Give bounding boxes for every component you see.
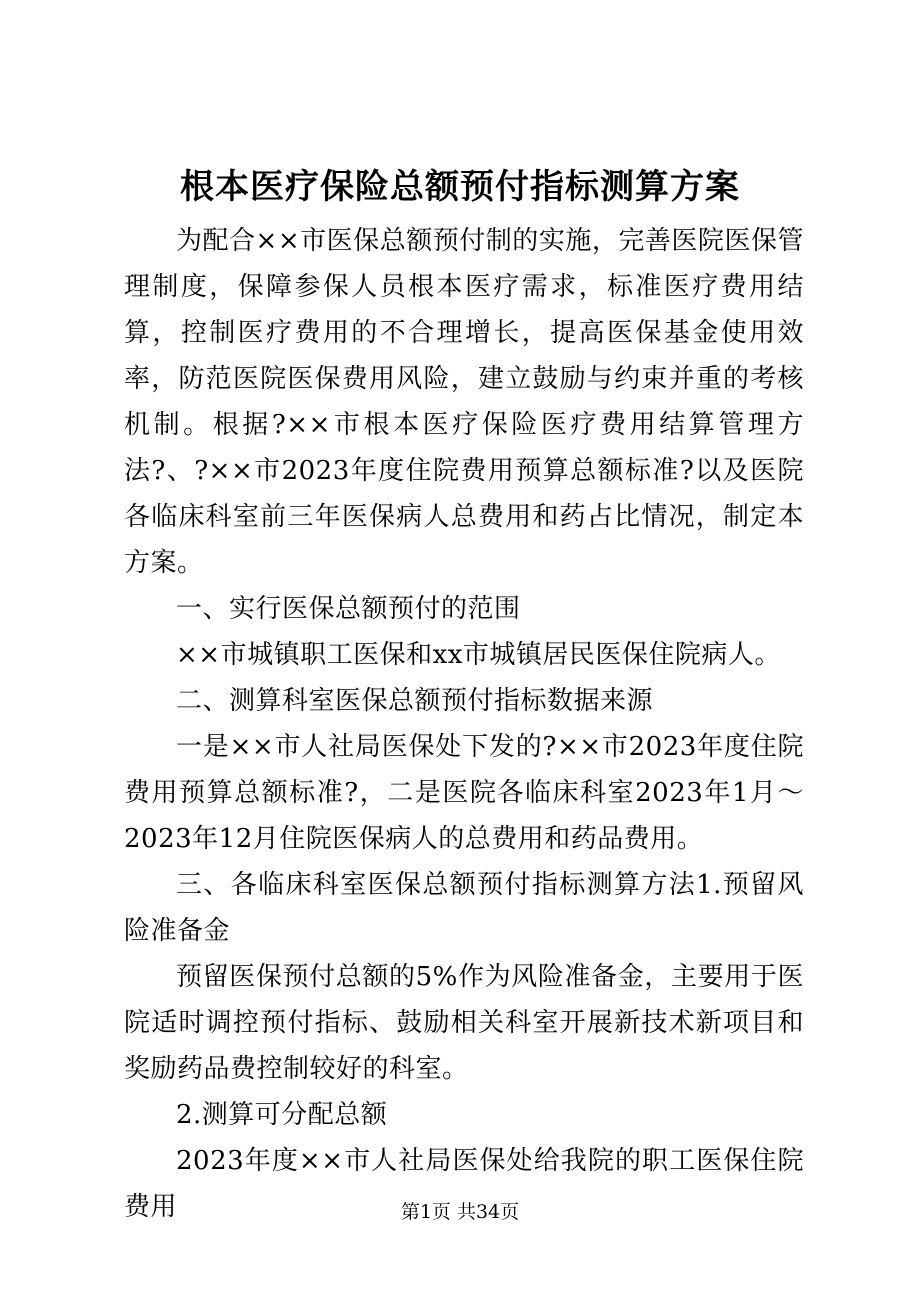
paragraph-risk-reserve: 预留医保预付总额的5%作为风险准备金，主要用于医院适时调控预付指标、鼓励相关科室开展新技术新项目和奖励药品费控制较好的科室。	[124, 962, 804, 1084]
paragraph-intro: 为配合××市医保总额预付制的实施，完善医院医保管理制度，保障参保人员根本医疗需求，标准医疗费用结算，控制医疗费用的不合理增长，提高医保基金使用效率，防范医院医保费用风险，建立鼓励与约束并重的考核机制。根据?××市根本医疗保险医疗费用结算管理方法?、?××市2023年度住院费用预算总额标准?以及医院各临床科室前三年医保病人总费用和药占比情况，制定本方案。	[124, 226, 804, 578]
paragraph-allocatable-total: 2023年度××市人社局医保处给我院的职工医保住院费用	[124, 1146, 804, 1222]
document-title: 根本医疗保险总额预付指标测算方案	[180, 167, 740, 207]
section-heading-scope: 一、实行医保总额预付的范围	[176, 594, 521, 624]
document-body	[124, 218, 804, 1230]
section-heading-method: 三、各临床科室医保总额预付指标测算方法1.预留风险准备金	[124, 870, 804, 946]
paragraph-scope: ××市城镇职工医保和xx市城镇居民医保住院病人。	[176, 640, 781, 670]
page-number-footer: 第1页 共34页	[400, 1201, 520, 1223]
paragraph-data-source: 一是××市人社局医保处下发的?××市2023年度住院费用预算总额标准?，二是医院各临床科室2023年1月～2023年12月住院医保病人的总费用和药品费用。	[124, 732, 804, 854]
section-heading-data-source: 二、测算科室医保总额预付指标数据来源	[176, 686, 654, 716]
subheading-allocatable-total: 2.测算可分配总额	[176, 1100, 388, 1130]
